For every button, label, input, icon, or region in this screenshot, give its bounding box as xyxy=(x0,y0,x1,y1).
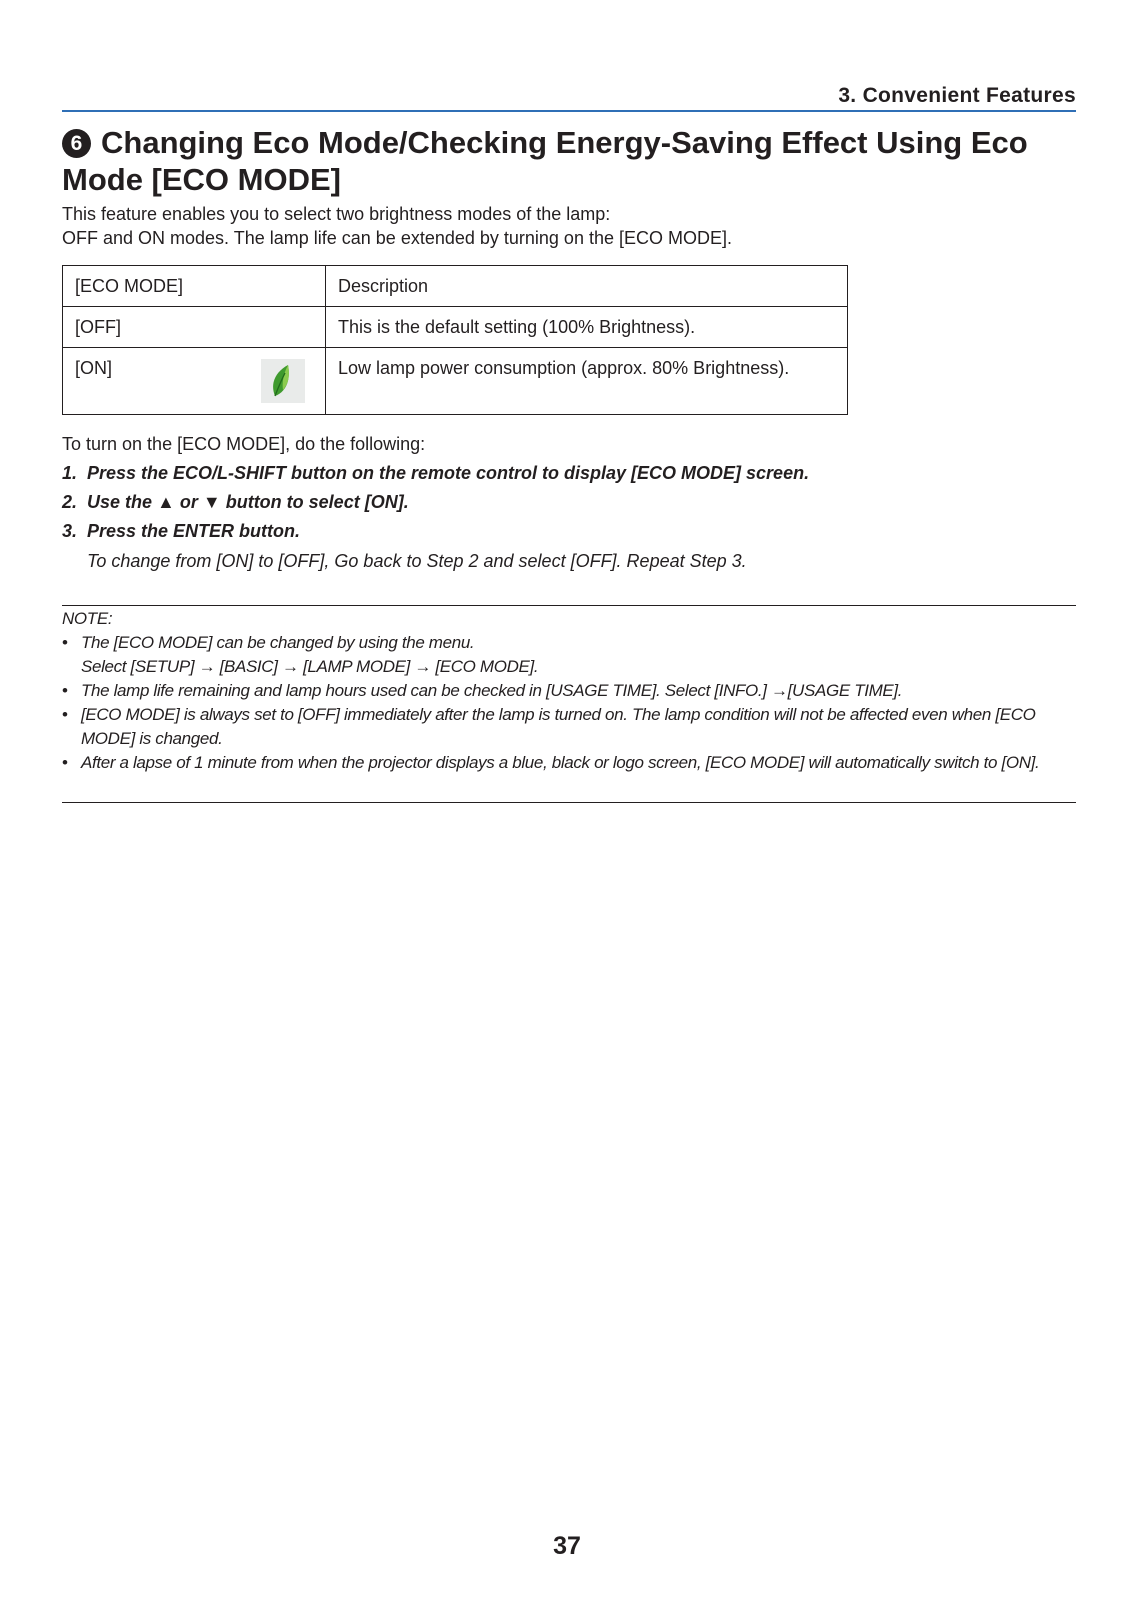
note-item-text: After a lapse of 1 minute from when the projector displays a blue, black or logo screen, [ECO MODE] will automatically switch to [ON]. xyxy=(81,753,1040,772)
down-arrow-icon: ▼ xyxy=(202,492,221,512)
step-number: 1. xyxy=(62,463,78,483)
chapter-header: 3. Convenient Features xyxy=(838,84,1076,107)
section-title-text: Changing Eco Mode/Checking Energy-Saving Effect Using Eco Mode [ECO MODE] xyxy=(62,125,1028,197)
table-row xyxy=(63,307,848,348)
note-item xyxy=(62,679,1076,703)
bullet-icon: • xyxy=(62,753,68,772)
bullet-icon: • xyxy=(62,633,68,652)
step-text: button to select [ON]. xyxy=(220,492,409,512)
up-arrow-icon: ▲ xyxy=(157,492,175,512)
table-row xyxy=(63,348,848,415)
eco-leaf-icon xyxy=(261,359,305,403)
step-item xyxy=(62,461,809,485)
eco-mode-table xyxy=(62,265,848,415)
note-divider-bottom xyxy=(62,802,1076,803)
note-item-text: [ECO MODE] is always set to [OFF] immediately after the lamp is turned on. The lamp condition will not be affected even when [ECO MODE] is changed. xyxy=(81,705,1036,748)
intro-text xyxy=(62,202,732,250)
step-number: 2. xyxy=(62,492,78,512)
note-item-text: The [ECO MODE] can be changed by using the menu. xyxy=(81,633,475,652)
procedure-lead: To turn on the [ECO MODE], do the following: xyxy=(62,434,426,454)
step-text: Press the ENTER button. xyxy=(87,521,301,541)
note-item xyxy=(62,631,1076,679)
table-cell-mode-label: [ON] xyxy=(75,358,113,378)
step-item xyxy=(62,490,809,514)
intro-line: This feature enables you to select two brightness modes of the lamp: xyxy=(62,204,611,224)
page-number: 37 xyxy=(553,1532,581,1560)
step-note: To change from [ON] to [OFF], Go back to Step 2 and select [OFF]. Repeat Step 3. xyxy=(87,551,747,571)
table-header-row xyxy=(63,266,848,307)
table-cell-description: Low lamp power consumption (approx. 80% Brightness). xyxy=(326,348,848,415)
note-box xyxy=(62,607,1076,775)
table-cell-mode: [OFF] xyxy=(63,307,326,348)
note-divider-top xyxy=(62,605,1076,606)
step-text: Press the ECO/L-SHIFT button on the remote control to display [ECO MODE] screen. xyxy=(87,463,810,483)
step-text: Use the xyxy=(87,492,158,512)
section-number-badge: 6 xyxy=(62,129,91,158)
procedure xyxy=(62,432,809,573)
note-item-text: Select [SETUP] → [BASIC] → [LAMP MODE] → [ECO MODE]. xyxy=(81,657,539,676)
note-label: NOTE: xyxy=(62,609,113,628)
table-cell-mode xyxy=(63,348,326,415)
step-item xyxy=(62,519,809,543)
note-list xyxy=(62,631,1076,775)
note-item xyxy=(62,703,1076,751)
step-number: 3. xyxy=(62,521,78,541)
bullet-icon: • xyxy=(62,681,68,700)
header-rule xyxy=(62,110,1076,112)
note-item-text: The lamp life remaining and lamp hours used can be checked in [USAGE TIME]. Select [INFO.] →[USAGE TIME]. xyxy=(81,681,903,700)
note-item xyxy=(62,751,1076,775)
intro-line: OFF and ON modes. The lamp life can be extended by turning on the [ECO MODE]. xyxy=(62,228,732,248)
section-title xyxy=(62,124,1076,198)
table-header-cell: [ECO MODE] xyxy=(63,266,326,307)
bullet-icon: • xyxy=(62,705,68,724)
table-header-cell: Description xyxy=(326,266,848,307)
step-text: or xyxy=(174,492,203,512)
table-cell-description: This is the default setting (100% Brightness). xyxy=(326,307,848,348)
